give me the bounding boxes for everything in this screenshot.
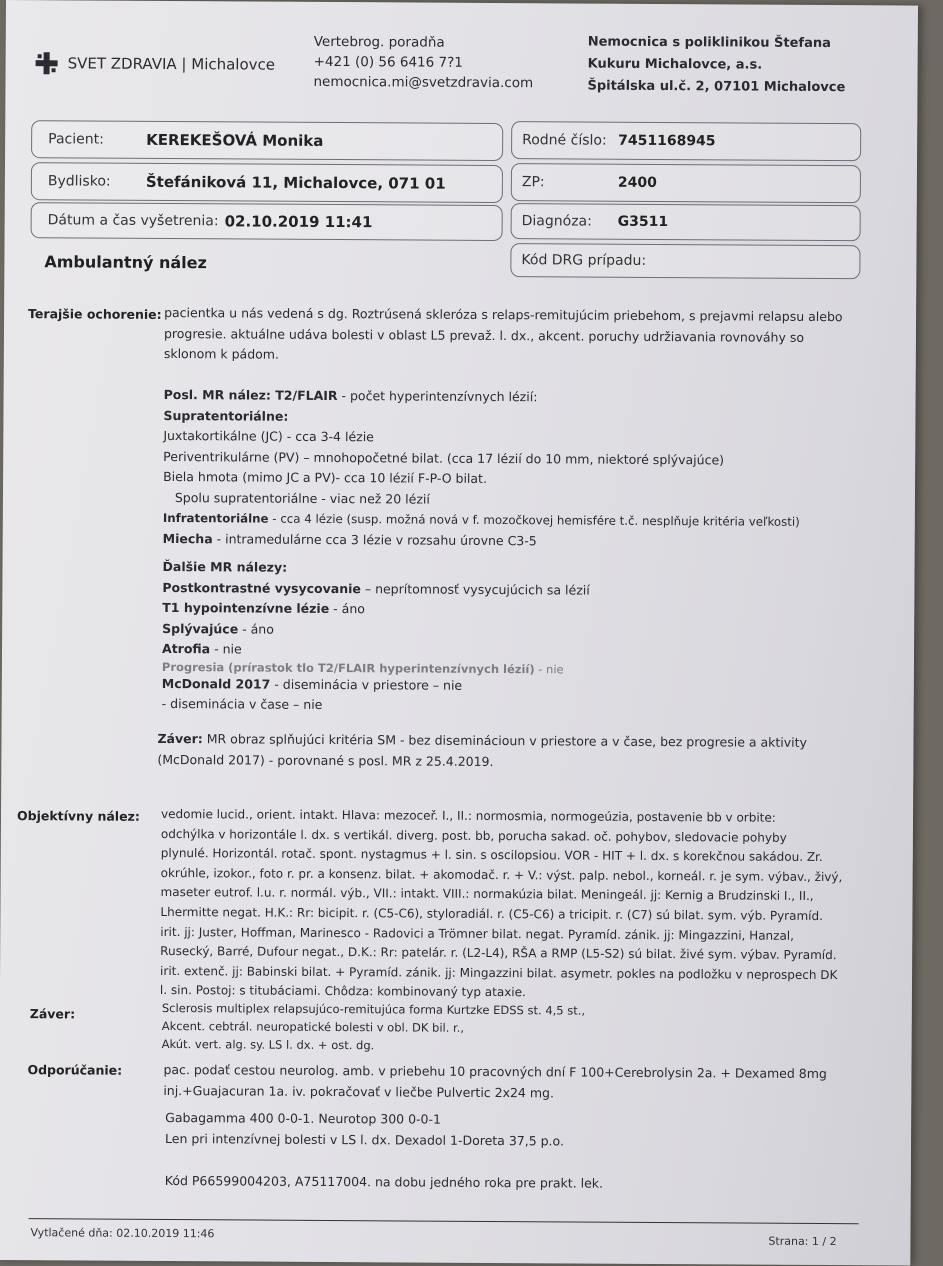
footer-divider <box>29 1218 859 1224</box>
contact-line: +421 (0) 56 6416 7?1 <box>313 53 463 71</box>
text-line: Len pri intenzívnej bolesti v LS l. dx. Dexadol 1-Doreta 37,5 p.o. <box>165 1130 565 1149</box>
mr-line: (McDonald 2017) - porovnané s posl. MR z 25.4.2019. <box>157 751 494 769</box>
text-line: pac. podať cestou neurolog. amb. v priebehu 10 pracovných dní F 100+Cerebrolysin 2a. + Dexamed 8mg <box>163 1061 827 1082</box>
drg-label: Kód DRG prípadu: <box>521 252 647 269</box>
current-illness-label: Terajšie ochorenie: <box>28 306 162 322</box>
text-line: l. sin. Postoj: s titubáciami. Chôdza: kombinovaný typ ataxie. <box>159 983 526 1000</box>
text-line: Akút. vert. alg. sy. LS l. dx. + ost. dg. <box>161 1036 375 1053</box>
mr-line: Supratentoriálne: <box>163 407 289 424</box>
patient-name-label: Pacient: <box>48 131 104 148</box>
mr-line: Atrofia - nie <box>161 640 242 657</box>
recommendation-meds <box>165 1107 765 1153</box>
mr-line: Juxtakortikálne (JC) - cca 3-4 lézie <box>163 427 374 445</box>
conclusion-text <box>162 999 862 1057</box>
logo-text: SVET ZDRAVIA | Michalovce <box>67 54 276 74</box>
patient-name-box <box>31 120 503 161</box>
insurance-label: ZP: <box>521 174 545 191</box>
text-line: progresie. aktuálne udáva bolesti v oblast L5 prevaž. l. dx., akcent. poruchy udržiavania rovnováhy so <box>163 325 805 345</box>
hospital-address <box>587 32 845 100</box>
text-line: maseter eutrof. l.u. r. normál. výb., VII.: intakt. VIII.: normakúzia bilat. Meningeál. jj: Kernig a Brudzinski I., II., <box>160 885 814 904</box>
mr-line: McDonald 2017 - diseminácia v priestore – nie <box>161 675 463 693</box>
mr-line: Periventrikulárne (PV) – mnohopočetné bilat. (cca 17 lézií do 10 mm, niektoré splývajúce) <box>163 448 725 467</box>
exam-date: 02.10.2019 11:41 <box>224 212 373 232</box>
text-line: inj.+Guajacuran 1a. iv. pokračovať v liečbe Pulvertic 2x24 mg. <box>163 1082 555 1101</box>
conclusion-label: Záver: <box>29 1006 76 1022</box>
cross-logo-icon <box>36 52 58 74</box>
mr-findings <box>163 385 864 553</box>
insurance-box <box>511 163 861 203</box>
page-title: Ambulantný nález <box>44 252 207 273</box>
text-line: Rusecký, Barré, Dufour negat., D.K.: Rr: patelár. r. (L2-L4), RŠA a RMP (L5-S2) sú bilat. živé sym. výbav. Pyramíd. <box>160 944 837 963</box>
text-line: vedomie lucid., orient. intakt. Hlava: mezoceř. I., II.: normosmia, normogeúzia, postavenie bb v orbite: <box>160 806 776 825</box>
drg-box <box>510 243 860 279</box>
birth-number-label: Rodné číslo: <box>522 132 607 149</box>
current-illness-text <box>164 303 864 369</box>
text-line: odchýlka v horizontále l. dx. s vertikál. diverg. post. bb, porucha sakad. oč. pohybov, sledovacie pohyby <box>160 826 787 845</box>
address-line: Kukuru Michalovce, a.s. <box>587 56 763 73</box>
text-line: Lhermitte negat. H.K.: Rr: bicipit. r. (C5-C6), styloradiál. r. (C5-C6) a tricipit. r. (C7) sú bilat. sym. výb. Pyramíd. <box>160 904 823 923</box>
mr-line: Biela hmota (mimo JC a PV)- cca 10 lézií F-P-O bilat. <box>163 468 488 486</box>
mr-line: Miecha - intramedulárne cca 3 lézie v rozsahu úrovne C3-5 <box>162 530 537 548</box>
diagnosis-label: Diagnóza: <box>521 213 592 230</box>
exam-date-label: Dátum a čas vyšetrenia: <box>47 212 219 230</box>
birth-number: 7451168945 <box>618 132 716 150</box>
page-number: Strana: 1 / 2 <box>768 1234 837 1249</box>
print-date: Vytlačené dňa: 02.10.2019 11:46 <box>30 1226 215 1241</box>
text-line: Sclerosis multiplex relapsujúco-remitujúca forma Kurtzke EDSS st. 4,5 st., <box>161 1000 586 1018</box>
objective-label: Objektívny nález: <box>16 808 140 824</box>
hospital-logo <box>36 52 276 75</box>
exam-date-box <box>31 202 503 241</box>
contact-line: nemocnica.mi@svetzdravia.com <box>313 73 534 92</box>
address-line: Špitálska ul.č. 2, 07101 Michalovce <box>587 78 846 96</box>
recommendation-label: Odporúčanie: <box>27 1062 123 1078</box>
mr-line: Infratentoriálne - cca 4 lézie (susp. možná nová v f. mozočkovej hemisfére t.č. nesplňuje kritéria veľkosti) <box>162 510 800 529</box>
mr-line: Ďalšie MR nálezy: <box>162 558 288 575</box>
mr-line: Postkontrastné vysycovanie – neprítomnosť vysycujúcich sa lézií <box>162 579 590 598</box>
mr-line: Posl. MR nález: T2/FLAIR - počet hyperintenzívnych lézií: <box>163 386 538 405</box>
text-line: irit. jj: Juster, Hoffman, Marinesco - Radovici a Trömner bilat. negat. Pyramíd. zánik. jj: Mingazzini, Hanzal, <box>160 924 795 943</box>
text-line: okrúhle, izokor., foto r. pr. a konsenz. bilat. + akomodač. r. + V.: výst. palp. nebol., korneál. r. je sym. výbav., živý, <box>160 865 843 884</box>
mr-line: - diseminácia v čase – nie <box>161 695 323 712</box>
mr-line: T1 hypointenzívne lézie - áno <box>162 599 365 617</box>
text-line: Akcent. cebtrál. neuropatické bolesti v obl. DK bil. r., <box>161 1018 465 1035</box>
objective-text <box>160 805 873 1005</box>
patient-address: Štefániková 11, Michalovce, 071 01 <box>145 172 446 193</box>
mr-other-findings <box>162 557 863 719</box>
patient-name: KEREKEŠOVÁ Monika <box>146 130 324 150</box>
mr-line: Progresia (prírastok tlo T2/FLAIR hyperintenzívnych lézií) - nie <box>161 659 564 676</box>
text-line: pacientka u nás vedená s dg. Roztrúsená skleróza s relaps-remitujúcim priebehom, s prejavmi relapsu alebo <box>164 304 843 325</box>
diagnosis-code: G3511 <box>617 213 669 231</box>
mr-line: Spolu supratentoriálne - viac než 20 lézií <box>162 489 430 507</box>
patient-address-box <box>31 162 503 203</box>
mr-line: Záver: MR obraz splňujúci kritéria SM - bez diseminácioun v priestore a v čase, bez progresie a aktivity <box>157 730 808 750</box>
birth-number-box <box>511 121 861 161</box>
insurance-code: 2400 <box>617 174 657 191</box>
mr-conclusion <box>157 729 857 774</box>
prescription-code: Kód P66599004203, A75117004. na dobu jedného roka pre prakt. lek. <box>164 1172 604 1191</box>
contact-block <box>313 32 533 93</box>
contact-line: Vertebrog. poradňa <box>313 33 445 51</box>
text-line: plynulé. Horizontál. rotač. spont. nystagmus + l. sin. s oscilopsiou. VOR - HIT + l. dx. s korekčnou sakádou. Zr. <box>160 846 823 865</box>
text-line: irit. extenč. jj: Babinski bilat. + Pyramíd. zánik. jj: Mingazzini bilat. asymetr. pokles na podložku v neprospech DK <box>160 963 838 982</box>
diagnosis-box <box>511 203 861 241</box>
recommendation-text <box>163 1059 863 1105</box>
mr-line: Splývajúce - áno <box>162 620 274 637</box>
text-line: Gabagamma 400 0-0-1. Neurotop 300 0-0-1 <box>165 1109 442 1127</box>
patient-address-label: Bydlisko: <box>47 173 111 190</box>
address-line: Nemocnica s poliklinikou Štefana <box>587 34 831 52</box>
text-line: sklonom k pádom. <box>163 345 280 362</box>
